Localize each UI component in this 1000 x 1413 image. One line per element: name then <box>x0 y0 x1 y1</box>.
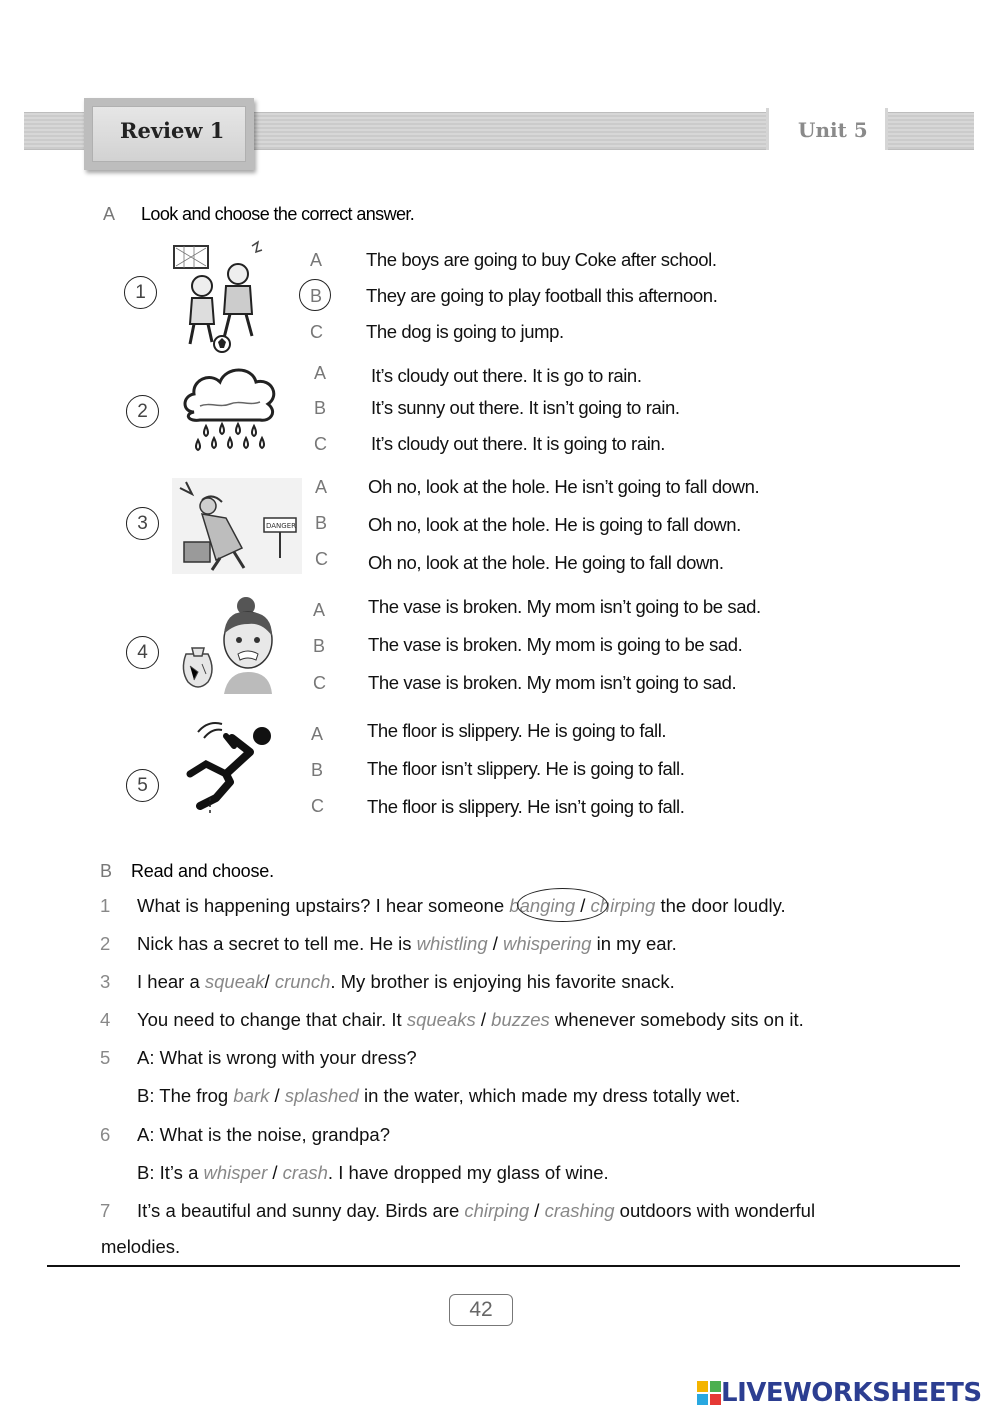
danger-sign-text: DANGER <box>266 522 297 530</box>
question-5-option-b-letter: B <box>311 760 324 780</box>
question-2-option-a-text[interactable]: It’s cloudy out there. It is go to rain. <box>371 365 642 386</box>
section-a-letter: A <box>103 204 116 224</box>
item-6-choice-1[interactable]: whisper <box>203 1162 268 1183</box>
item-1-answer-circle <box>517 888 608 922</box>
item-6-sentence: B: It’s a whisper / crash. I have dropped my glass of wine. <box>137 1162 609 1183</box>
page-number: 42 <box>449 1294 513 1326</box>
section-b-title: Read and choose. <box>131 861 274 881</box>
item-5-choice-2[interactable]: splashed <box>284 1085 359 1106</box>
question-4-option-c-text[interactable]: The vase is broken. My mom isn’t going to sad. <box>368 672 737 693</box>
question-1-selected-circle <box>299 279 331 311</box>
question-4-number: 4 <box>126 636 159 669</box>
item-4-choice-1[interactable]: squeaks <box>406 1009 476 1030</box>
rain-cloud-image <box>180 362 280 460</box>
item-3-choice-1[interactable]: squeak <box>204 971 265 992</box>
question-1-option-b-text[interactable]: They are going to play football this afternoon. <box>366 285 718 306</box>
question-2-option-a-letter: A <box>314 363 327 383</box>
question-5-option-c-text[interactable]: The floor is slippery. He isn’t going to fall. <box>367 796 685 817</box>
question-2-option-b-letter: B <box>314 398 327 418</box>
item-7-choice-1[interactable]: chirping <box>464 1200 530 1221</box>
section-b-letter: B <box>100 861 113 881</box>
item-2-choice-2[interactable]: whispering <box>503 933 592 954</box>
item-5-choice-1[interactable]: bark <box>233 1085 270 1106</box>
liveworksheets-logo-text: LIVEWORKSHEETS <box>721 1378 982 1408</box>
question-2-option-c-letter: C <box>314 434 327 454</box>
item-3-number: 3 <box>100 971 111 992</box>
question-3-option-a-letter: A <box>315 477 328 497</box>
section-a-title: Look and choose the correct answer. <box>141 204 415 224</box>
item-6-number: 6 <box>100 1124 111 1145</box>
question-4-option-c-letter: C <box>313 673 326 693</box>
footer-divider <box>47 1265 960 1267</box>
item-5-sentence: B: The frog bark / splashed in the water, which made my dress totally wet. <box>137 1085 741 1106</box>
question-2-option-b-text[interactable]: It’s sunny out there. It isn’t going to rain. <box>371 397 680 418</box>
item-2-choice-1[interactable]: whistling <box>416 933 488 954</box>
question-5-option-a-text[interactable]: The floor is slippery. He is going to fall. <box>367 720 667 741</box>
question-2-number: 2 <box>126 395 159 428</box>
item-3-choice-2[interactable]: crunch <box>274 971 331 992</box>
item-7-sentence: It’s a beautiful and sunny day. Birds are chirping / crashing outdoors with wonderful <box>137 1200 816 1221</box>
question-4-option-b-text[interactable]: The vase is broken. My mom is going to be sad. <box>368 634 743 655</box>
question-1-option-a-letter: A <box>310 250 323 270</box>
unit-label: Unit 5 <box>798 118 868 142</box>
question-5-option-a-letter: A <box>311 724 324 744</box>
question-3-number: 3 <box>126 507 159 540</box>
question-5-number: 5 <box>126 769 159 802</box>
item-1-choice-2[interactable]: chirping <box>590 895 656 916</box>
man-near-hole-image <box>172 478 302 574</box>
question-3-option-c-letter: C <box>315 549 328 569</box>
question-1-number: 1 <box>124 276 157 309</box>
item-4-number: 4 <box>100 1009 111 1030</box>
item-5-number: 5 <box>100 1047 111 1068</box>
item-6-question: A: What is the noise, grandpa? <box>137 1124 390 1145</box>
question-2-option-c-text[interactable]: It’s cloudy out there. It is going to rain. <box>371 433 666 454</box>
football-children-image <box>172 240 266 354</box>
question-1-option-b-letter: B <box>310 286 323 306</box>
item-2-sentence: Nick has a secret to tell me. He is whistling / whispering in my ear. <box>137 933 677 954</box>
item-7-sentence-continued: melodies. <box>101 1236 181 1257</box>
question-4-option-a-text[interactable]: The vase is broken. My mom isn’t going to be sad. <box>368 596 761 617</box>
review-label: Review 1 <box>120 118 225 143</box>
item-7-choice-2[interactable]: crashing <box>544 1200 615 1221</box>
liveworksheets-logo-icon <box>697 1381 721 1405</box>
slipping-person-image <box>186 716 272 816</box>
item-1-number: 1 <box>100 895 111 916</box>
item-4-sentence: You need to change that chair. It squeaks / buzzes whenever somebody sits on it. <box>137 1009 804 1030</box>
item-1-choice-1[interactable]: banging <box>509 895 576 916</box>
question-1-option-c-letter: C <box>310 322 323 342</box>
question-1-option-c-text[interactable]: The dog is going to jump. <box>366 321 564 342</box>
question-1-option-a-text[interactable]: The boys are going to buy Coke after school. <box>366 249 717 270</box>
item-5-question: A: What is wrong with your dress? <box>137 1047 417 1068</box>
question-3-option-b-text[interactable]: Oh no, look at the hole. He is going to fall down. <box>368 514 741 535</box>
item-6-choice-2[interactable]: crash <box>282 1162 328 1183</box>
question-5-option-b-text[interactable]: The floor isn’t slippery. He is going to fall. <box>367 758 685 779</box>
woman-broken-vase-image <box>176 594 296 698</box>
question-4-option-a-letter: A <box>313 600 326 620</box>
item-7-number: 7 <box>100 1200 111 1221</box>
question-3-option-a-text[interactable]: Oh no, look at the hole. He isn’t going to fall down. <box>368 476 760 497</box>
item-3-sentence: I hear a squeak/ crunch. My brother is enjoying his favorite snack. <box>137 971 675 992</box>
item-1-sentence: What is happening upstairs? I hear someone banging / chirping the door loudly. <box>137 895 786 916</box>
item-4-choice-2[interactable]: buzzes <box>491 1009 550 1030</box>
question-4-option-b-letter: B <box>313 636 326 656</box>
liveworksheets-logo <box>697 1378 982 1408</box>
question-3-option-b-letter: B <box>315 513 328 533</box>
item-2-number: 2 <box>100 933 111 954</box>
question-3-option-c-text[interactable]: Oh no, look at the hole. He going to fall down. <box>368 552 724 573</box>
question-5-option-c-letter: C <box>311 796 324 816</box>
